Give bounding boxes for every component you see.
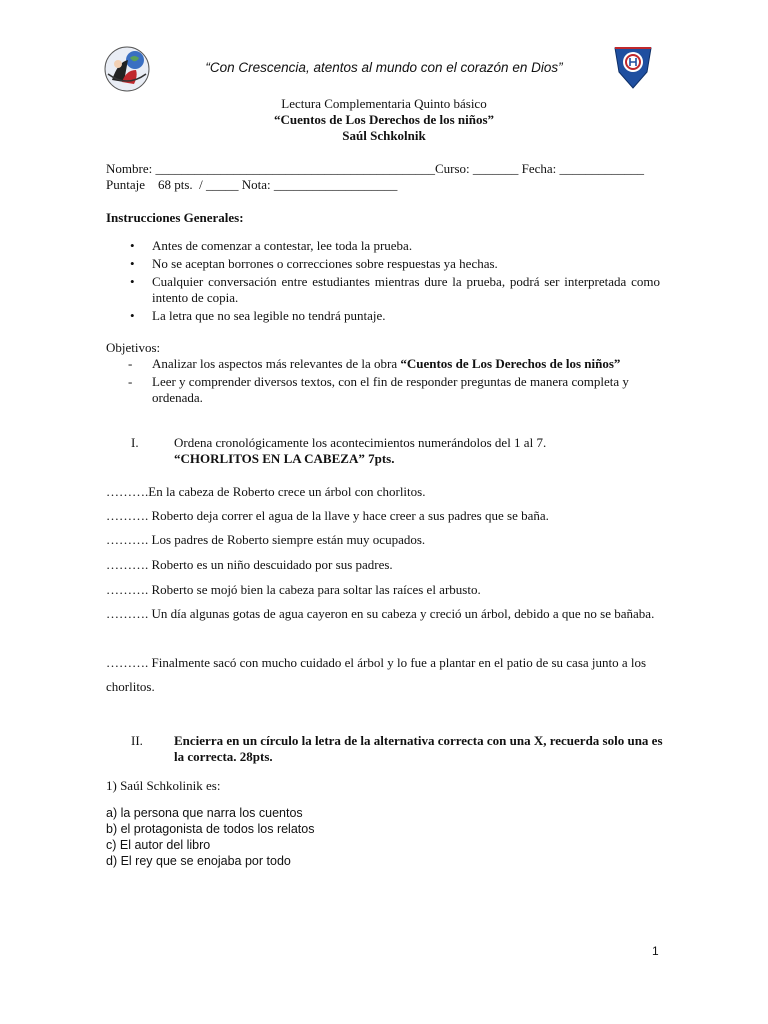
- instruction-item: • Antes de comenzar a contestar, lee toda la prueba.: [130, 238, 413, 253]
- instructions-list: [106, 238, 660, 326]
- bullet-icon: •: [130, 256, 135, 271]
- answer-option[interactable]: a) la persona que narra los cuentos: [106, 806, 303, 820]
- bullet-icon: •: [130, 238, 135, 253]
- question-1: 1) Saúl Schkolinik es:: [106, 778, 221, 793]
- section-1-subtitle: “CHORLITOS EN LA CABEZA” 7pts.: [174, 451, 395, 466]
- instructions-heading: Instrucciones Generales:: [106, 210, 244, 225]
- section-1-instruction: Ordena cronológicamente los acontecimientos numerándolos del 1 al 7. “CHORLITOS EN LA CABEZA” 7pts.: [174, 435, 664, 467]
- score-grade-line: Puntaje 68 pts. / _____ Nota: ___________________: [106, 177, 398, 192]
- dash-icon: -: [128, 374, 133, 389]
- header-motto: “Con Crescencia, atentos al mundo con el corazón en Dios”: [205, 60, 563, 75]
- instruction-item: • No se aceptan borrones o correcciones sobre respuestas ya hechas.: [130, 256, 498, 271]
- title-line-3: Saúl Schkolnik: [342, 128, 426, 143]
- bullet-icon: •: [130, 274, 135, 289]
- event-item: ………. Los padres de Roberto siempre están muy ocupados.: [106, 532, 426, 547]
- event-item: ………. Un día algunas gotas de agua cayeron en su cabeza y creció un árbol, debido a que no se bañaba.: [106, 606, 655, 621]
- name-course-date-line: Nombre: ___________________________________________Curso: _______ Fecha: _____________: [106, 161, 645, 176]
- objective-item-1: - Analizar los aspectos más relevantes de la obra “Cuentos de Los Derechos de los niños”: [128, 356, 621, 371]
- document-title: [0, 96, 768, 144]
- event-item: ……….En la cabeza de Roberto crece un árbol con chorlitos.: [106, 484, 426, 499]
- event-item: ………. Roberto se mojó bien la cabeza para soltar las raíces el arbusto.: [106, 582, 481, 597]
- dash-icon: -: [128, 356, 133, 371]
- page-number: 1: [652, 944, 659, 958]
- section-2-instruction: Encierra en un círculo la letra de la alternativa correcta con una X, recuerda solo una es la correcta. 28pts.: [174, 733, 663, 764]
- instruction-item: • La letra que no sea legible no tendrá puntaje.: [130, 308, 386, 323]
- section-2-number: II.: [131, 733, 143, 748]
- event-item: ………. Roberto deja correr el agua de la llave y hace creer a sus padres que se baña.: [106, 508, 549, 523]
- shield-logo-icon: [611, 44, 655, 92]
- objective-item-2: - Leer y comprender diversos textos, con el fin de responder preguntas de manera completa y ordenada.: [128, 374, 629, 405]
- objectives-heading: Objetivos:: [106, 340, 161, 355]
- answer-option[interactable]: c) El autor del libro: [106, 838, 211, 852]
- event-item: ………. Roberto es un niño descuidado por sus padres.: [106, 557, 393, 572]
- title-line-2: “Cuentos de Los Derechos de los niños”: [273, 112, 495, 127]
- section-1-number: I.: [131, 435, 139, 450]
- event-item: ………. Finalmente sacó con mucho cuidado el árbol y lo fue a plantar en el patio de su casa junto a los chorlitos.: [106, 655, 647, 694]
- instruction-item: • Cualquier conversación entre estudiantes mientras dure la prueba, podrá ser interpretada como intento de copia.: [130, 274, 660, 305]
- answer-option[interactable]: b) el protagonista de todos los relatos: [106, 822, 315, 836]
- answer-option[interactable]: d) El rey que se enojaba por todo: [106, 854, 291, 868]
- bullet-icon: •: [130, 308, 135, 323]
- title-line-1: Lectura Complementaria Quinto básico: [281, 96, 487, 111]
